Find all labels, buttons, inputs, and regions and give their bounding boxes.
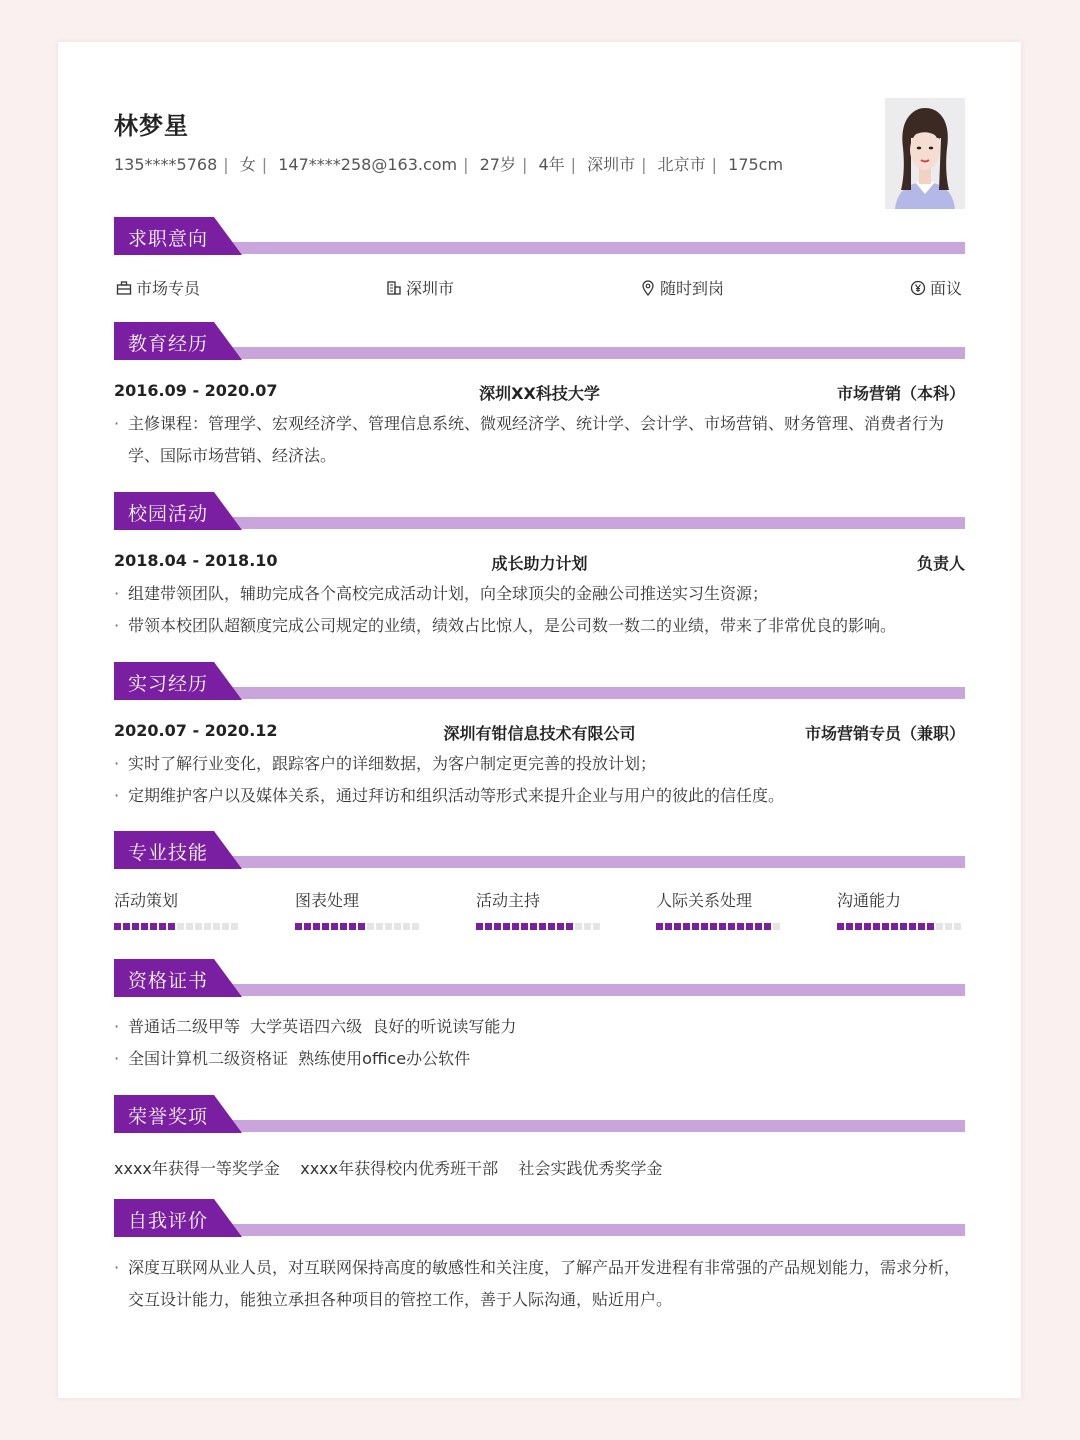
skill-level-segment (304, 923, 311, 930)
skill-level-segment (367, 923, 374, 930)
section-title: 荣誉奖项 (128, 1106, 209, 1128)
skill-level-segment (412, 923, 419, 930)
yen-coin-icon (910, 280, 926, 296)
section-header-education (114, 322, 965, 360)
skill-level-segment (322, 923, 329, 930)
intent-position-label: 市场专员 (136, 279, 201, 298)
skill-name: 沟通能力 (837, 891, 902, 910)
skill-level-segment (340, 923, 347, 930)
skill-item (656, 888, 796, 911)
skill-level-segment (213, 923, 220, 930)
intent-city-label: 深圳市 (406, 279, 455, 298)
skill-level-segment (503, 923, 510, 930)
skill-level-segment (141, 923, 148, 930)
campus-item: · 带领本校团队超额度完成公司规定的业绩，绩效占比惊人，是公司数一数二的业绩，带来了非常优良的影响。 (114, 610, 965, 642)
cert-item: · 普通话二级甲等 大学英语四六级 良好的听说读写能力 (114, 1011, 965, 1043)
internship-item: · 实时了解行业变化，跟踪客户的详细数据，为客户制定更完善的投放计划； (114, 748, 965, 780)
skill-level-segment (494, 923, 501, 930)
skill-level-segment (701, 923, 708, 930)
skill-level-bar (837, 923, 961, 930)
skill-item (114, 888, 254, 911)
skill-level-segment (168, 923, 175, 930)
skill-level-segment (548, 923, 555, 930)
age: 27岁 (479, 155, 516, 174)
skill-level-segment (376, 923, 383, 930)
skill-level-segment (123, 923, 130, 930)
section-header-self (114, 1199, 965, 1237)
section-title: 实习经历 (128, 673, 209, 695)
skill-level-segment (403, 923, 410, 930)
candidate-name: 林梦星 (114, 112, 189, 140)
campus-role: 负责人 (916, 554, 965, 573)
skill-level-segment (936, 923, 943, 930)
internship-item: · 定期维护客户以及媒体关系，通过拜访和组织活动等形式来提升企业与用户的彼此的信任度。 (114, 780, 965, 812)
skill-level-segment (846, 923, 853, 930)
skill-level-segment (909, 923, 916, 930)
section-header-internship (114, 662, 965, 700)
contact-info: 135****5768 | 女 | 147****258@163.com | 27岁 | 4年 | 深圳市 | 北京市 | 175cm (114, 155, 784, 174)
skill-level-bar (114, 923, 238, 930)
skill-level-segment (710, 923, 717, 930)
intent-position (116, 276, 200, 299)
skill-level-segment (692, 923, 699, 930)
skill-level-segment (177, 923, 184, 930)
skill-item (837, 888, 977, 911)
intent-availability (640, 276, 724, 299)
skill-level-segment (918, 923, 925, 930)
skill-level-segment (150, 923, 157, 930)
skill-level-segment (114, 923, 121, 930)
phone: 135****5768 (114, 155, 218, 174)
education-school: 深圳XX科技大学 (479, 384, 600, 403)
skill-level-segment (945, 923, 952, 930)
skill-level-bar (656, 923, 780, 930)
skill-level-segment (864, 923, 871, 930)
hometown: 北京市 (657, 155, 706, 174)
education-major: 市场营销（本科） (836, 384, 965, 403)
skill-name: 图表处理 (295, 891, 360, 910)
skill-level-segment (746, 923, 753, 930)
education-period: 2016.09 - 2020.07 (114, 381, 278, 400)
skill-level-segment (222, 923, 229, 930)
skill-level-segment (837, 923, 844, 930)
skill-name: 活动主持 (476, 891, 541, 910)
section-title: 专业技能 (128, 842, 209, 864)
intent-salary-label: 面议 (930, 279, 963, 298)
resume-page (58, 42, 1021, 1398)
skill-level-segment (539, 923, 546, 930)
skill-item (295, 888, 435, 911)
skill-level-segment (683, 923, 690, 930)
section-header-certs (114, 959, 965, 997)
section-header-campus (114, 492, 965, 530)
section-title: 求职意向 (128, 228, 209, 250)
skill-level-segment (855, 923, 862, 930)
skill-level-segment (313, 923, 320, 930)
section-title: 资格证书 (128, 970, 209, 992)
campus-period: 2018.04 - 2018.10 (114, 551, 278, 570)
skill-level-segment (665, 923, 672, 930)
self-evaluation: · 深度互联网从业人员，对互联网保持高度的敏感性和关注度，了解产品开发进程有非常强的产品规划能力，需求分析，交互设计能力，能独立承担各种项目的管控工作，善于人际沟通，贴近用户。 (114, 1252, 965, 1316)
skill-level-segment (891, 923, 898, 930)
internship-period: 2020.07 - 2020.12 (114, 721, 278, 740)
skill-level-segment (485, 923, 492, 930)
location-pin-icon (640, 280, 656, 296)
skill-level-segment (900, 923, 907, 930)
profile-photo (885, 98, 965, 209)
section-header-skills (114, 831, 965, 869)
skill-level-segment (512, 923, 519, 930)
skill-level-segment (566, 923, 573, 930)
gender: 女 (239, 155, 256, 174)
skill-level-segment (195, 923, 202, 930)
skill-level-segment (954, 923, 961, 930)
intent-availability-label: 随时到岗 (660, 279, 725, 298)
skill-level-segment (349, 923, 356, 930)
skill-name: 人际关系处理 (656, 891, 753, 910)
current-city: 深圳市 (587, 155, 636, 174)
skill-level-segment (719, 923, 726, 930)
skill-level-bar (295, 923, 419, 930)
campus-item: · 组建带领团队，辅助完成各个高校完成活动计划，向全球顶尖的金融公司推送实习生资源； (114, 578, 965, 610)
height: 175cm (728, 155, 784, 174)
skill-level-segment (132, 923, 139, 930)
skill-level-segment (575, 923, 582, 930)
building-icon (386, 280, 402, 296)
section-header-intent (114, 217, 965, 255)
skill-level-segment (557, 923, 564, 930)
briefcase-icon (116, 280, 132, 296)
skill-level-segment (927, 923, 934, 930)
internship-company: 深圳有钳信息技术有限公司 (443, 724, 636, 743)
skill-level-segment (159, 923, 166, 930)
intent-city (386, 276, 454, 299)
skill-level-segment (674, 923, 681, 930)
cert-item: · 全国计算机二级资格证 熟练使用office办公软件 (114, 1043, 965, 1075)
email: 147****258@163.com (278, 155, 458, 174)
skill-level-segment (331, 923, 338, 930)
section-title: 自我评价 (128, 1210, 209, 1232)
skill-level-segment (231, 923, 238, 930)
section-header-honors (114, 1095, 965, 1133)
skill-name: 活动策划 (114, 891, 179, 910)
skill-level-segment (385, 923, 392, 930)
skill-item (476, 888, 616, 911)
intent-salary (910, 276, 962, 299)
skill-level-segment (737, 923, 744, 930)
skill-level-segment (755, 923, 762, 930)
skill-level-segment (728, 923, 735, 930)
experience-years: 4年 (538, 155, 565, 174)
skill-level-segment (530, 923, 537, 930)
skill-level-segment (394, 923, 401, 930)
skill-level-segment (882, 923, 889, 930)
skill-level-segment (358, 923, 365, 930)
skill-level-segment (476, 923, 483, 930)
skill-level-segment (584, 923, 591, 930)
skill-level-segment (764, 923, 771, 930)
skill-level-segment (186, 923, 193, 930)
education-courses: · 主修课程：管理学、宏观经济学、管理信息系统、微观经济学、统计学、会计学、市场营销、财务管理、消费者行为学、国际市场营销、经济法。 (114, 408, 965, 472)
internship-role: 市场营销专员（兼职） (804, 724, 965, 743)
section-title: 教育经历 (128, 333, 209, 355)
skill-level-segment (593, 923, 600, 930)
skill-level-segment (204, 923, 211, 930)
skill-level-segment (521, 923, 528, 930)
section-title: 校园活动 (128, 503, 209, 525)
skill-level-segment (656, 923, 663, 930)
skill-level-segment (773, 923, 780, 930)
skill-level-bar (476, 923, 600, 930)
campus-activity: 成长助力计划 (491, 554, 588, 573)
skill-level-segment (873, 923, 880, 930)
skill-level-segment (295, 923, 302, 930)
honors-list: xxxx年获得一等奖学金 xxxx年获得校内优秀班干部 社会实践优秀奖学金 (114, 1159, 663, 1178)
